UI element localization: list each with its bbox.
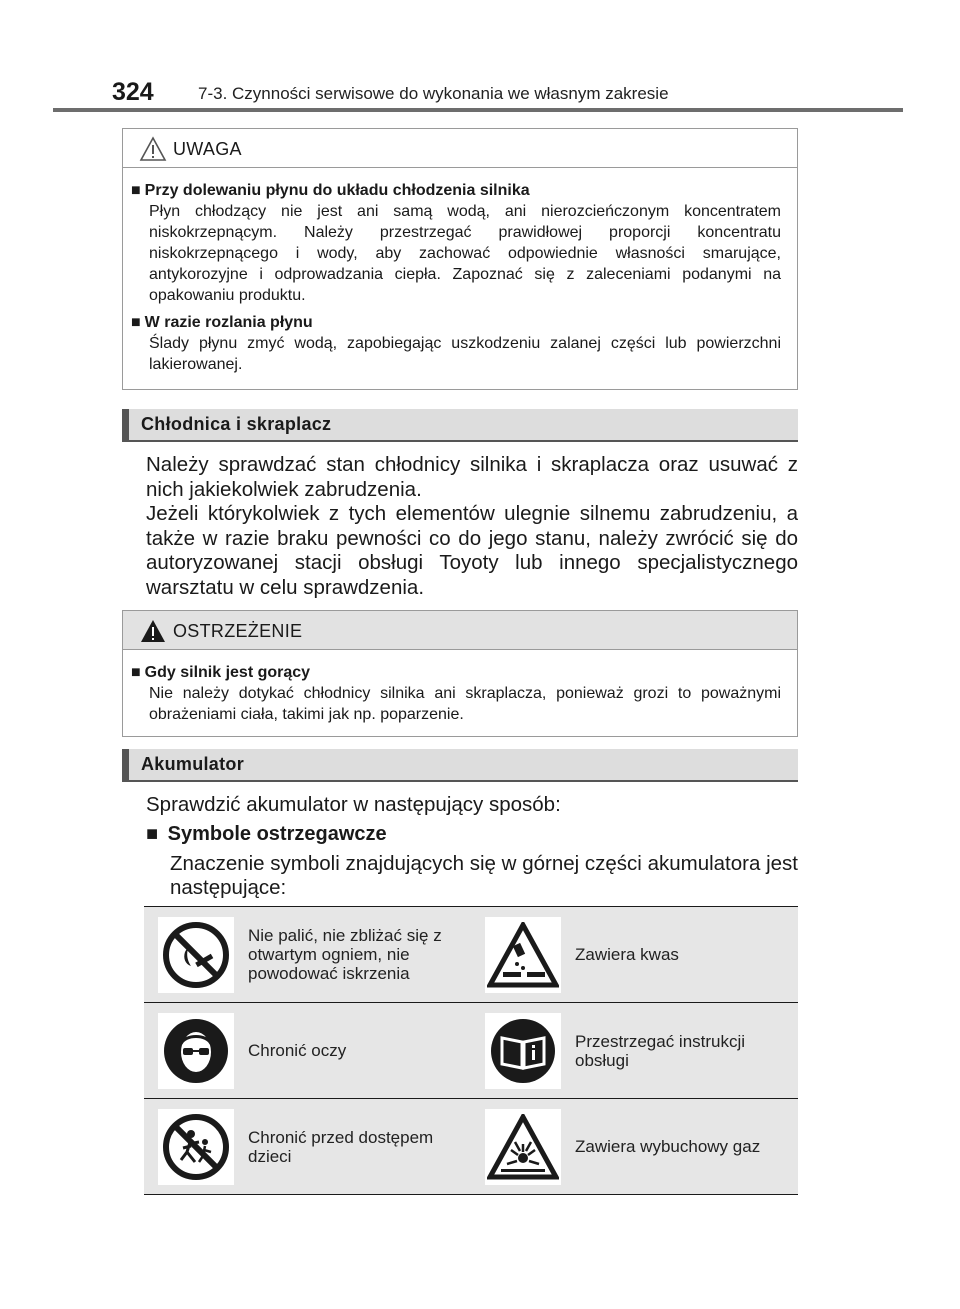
symbol-description: Przestrzegać instrukcji obsługi	[575, 1003, 798, 1099]
caution-item-text: Płyn chłodzący nie jest ani samą wodą, ani nierozcieńczonym koncentratem niskokrzepnącym. Należy przestrzegać prawidłowej proporcji koncentratu niskokrzepnącego i wody, aby zachować odpowiednie własności smarujące, antykorozyjne i odprowadzania ciepła. Zapoznać się z zaleceniami podanymi na opakowaniu produktu.	[149, 203, 781, 304]
warning-label: OSTRZEŻENIE	[173, 621, 303, 641]
paragraph: Jeżeli którykolwiek z tych elementów ulegnie silnemu zabrudzeniu, a także w razie braku pewności co do jego stanu, należy zwrócić się do autoryzowanej stacji obsługi Toyoty lub innego specjalistycznego warsztatu w celu sprawdzenia.	[146, 502, 798, 599]
acid-icon	[485, 917, 561, 993]
symbol-description: Zawiera wybuchowy gaz	[575, 1099, 798, 1195]
page-header	[112, 72, 902, 112]
table-row	[144, 1099, 798, 1195]
section-heading-battery: Akumulator	[122, 749, 798, 782]
caution-item-text: Ślady płynu zmyć wodą, zapobiegając uszkodzeniu zalanej części lub powierzchni lakierowanej.	[149, 335, 781, 373]
caution-header	[123, 129, 797, 168]
table-row	[144, 907, 798, 1003]
caution-item-title: ■ Przy dolewaniu płynu do układu chłodzenia silnika	[131, 182, 530, 199]
symbols-description: Znaczenie symboli znajdujących się w górnej części akumulatora jest następujące:	[170, 852, 798, 899]
symbols-table	[144, 906, 798, 1195]
caution-item-title: ■ W razie rozlania płynu	[131, 314, 313, 331]
caution-triangle-icon	[139, 136, 167, 162]
warning-box	[122, 610, 798, 737]
symbol-description: Chronić przed dostępem dzieci	[248, 1099, 471, 1195]
symbol-description: Zawiera kwas	[575, 907, 798, 1003]
caution-box	[122, 128, 798, 390]
battery-intro: Sprawdzić akumulator w następujący sposób:	[146, 793, 561, 816]
caution-label: UWAGA	[173, 139, 242, 159]
warning-item-text: Nie należy dotykać chłodnicy silnika ani skraplacza, ponieważ grozi to poważnymi obrażeniami ciała, takimi jak np. poparzenie.	[149, 685, 781, 723]
paragraph: Należy sprawdzać stan chłodnicy silnika i skraplacza oraz usuwać z nich jakiekolwiek zabrudzenia.	[146, 453, 798, 501]
warning-header	[123, 611, 797, 650]
keep-children-away-icon	[158, 1109, 234, 1185]
page-number: 324	[112, 78, 154, 106]
chapter-title: 7-3. Czynności serwisowe do wykonania we własnym zakresie	[198, 84, 669, 103]
eye-protection-icon	[158, 1013, 234, 1089]
warning-item-title: ■ Gdy silnik jest gorący	[131, 664, 311, 681]
radiator-paragraph	[146, 453, 798, 600]
explosive-gas-icon	[485, 1109, 561, 1185]
no-fire-icon	[158, 917, 234, 993]
section-heading-radiator: Chłodnica i skraplacz	[122, 409, 798, 442]
header-rule	[53, 108, 903, 112]
symbol-description: Nie palić, nie zbliżać się z otwartym ogniem, nie powodować iskrzenia	[248, 907, 471, 1003]
symbol-description: Chronić oczy	[248, 1003, 471, 1099]
symbols-subheading: ■ Symbole ostrzegawcze	[146, 823, 387, 845]
read-manual-icon	[485, 1013, 561, 1089]
table-row	[144, 1003, 798, 1099]
warning-triangle-icon	[139, 618, 167, 644]
